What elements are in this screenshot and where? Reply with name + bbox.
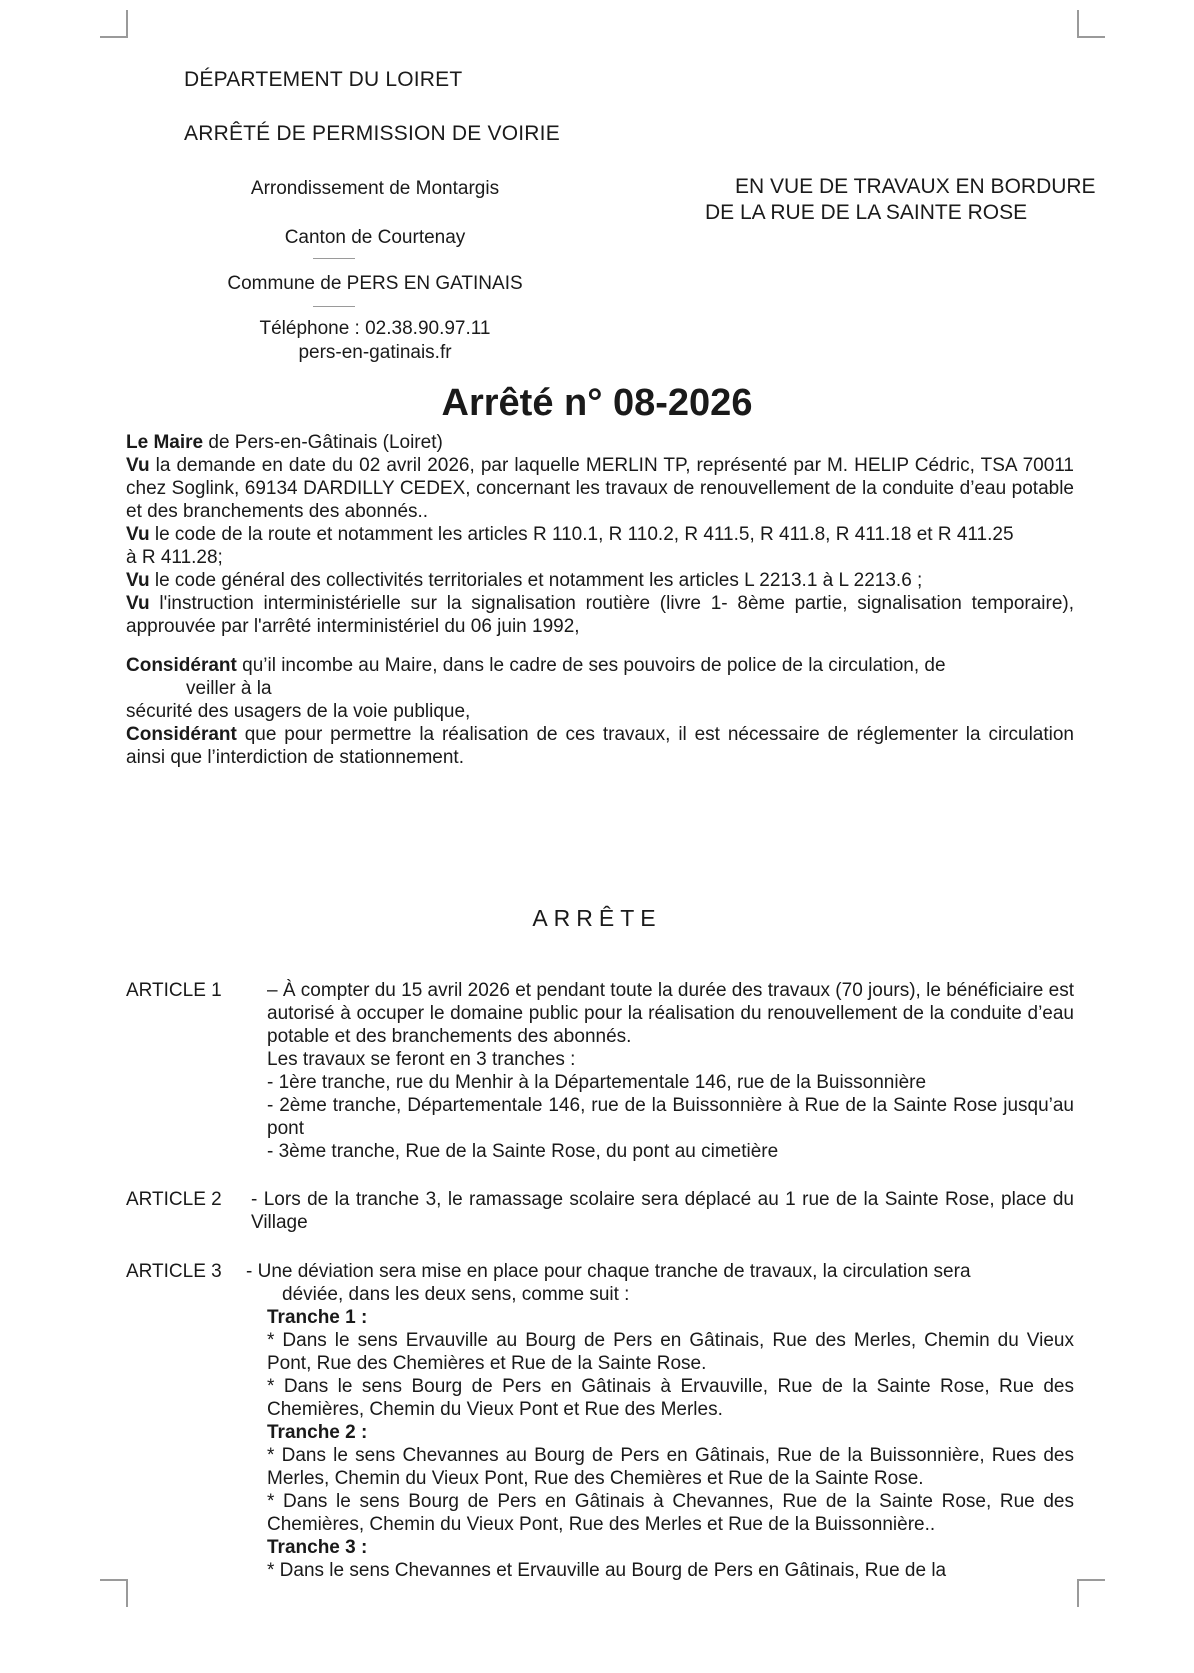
maire-line: [126, 431, 1074, 454]
separator: [313, 258, 355, 259]
article-3-lead: - Une déviation sera mise en place pour chaque tranche de travaux, la circulation sera: [246, 1261, 971, 1282]
canton: Canton de Courtenay: [284, 227, 466, 248]
article-1-intro: Les travaux se feront en 3 tranches :: [267, 1049, 576, 1070]
vu-text: le code général des collectivités territoriales et notamment les articles L 2213.1 à L 2213.6 ;: [149, 570, 923, 591]
article-2-text: - Lors de la tranche 3, le ramassage scolaire sera déplacé au 1 rue de la Sainte Rose, place du Village: [251, 1189, 1074, 1233]
article-1-tranche-1: - 1ère tranche, rue du Menhir à la Départementale 146, rue de la Buissonnière: [267, 1072, 927, 1093]
article-label: ARTICLE 1: [126, 980, 222, 1001]
article-1: [126, 979, 1074, 1163]
tranche-2-b: * Dans le sens Bourg de Pers en Gâtinais à Chevannes, Rue de la Sainte Rose, Rue des Chemières, Chemin du Vieux Pont, Rue des Merles et Rue de la Buissonnière..: [267, 1491, 1074, 1535]
considerant-2: [126, 723, 1074, 769]
department-heading: DÉPARTEMENT DU LOIRET: [184, 68, 463, 91]
vu-text: le code de la route et notamment les articles R 110.1, R 110.2, R 411.5, R 411.8, R 411.18 et R 411.25: [149, 524, 1014, 545]
maire-label: Le Maire: [126, 432, 204, 453]
vu-code-collectivites: [126, 569, 1074, 592]
vu-code-route: [126, 523, 1074, 546]
commune: Commune de PERS EN GATINAIS: [227, 273, 523, 294]
object-line-2: DE LA RUE DE LA SAINTE ROSE: [705, 201, 1028, 224]
arrete-heading: ARRÊTE: [532, 905, 662, 931]
tranche-3-a: * Dans le sens Chevannes et Ervauville au Bourg de Pers en Gâtinais, Rue de la: [267, 1560, 947, 1581]
vu-demande: [126, 454, 1074, 523]
page-title: Arrêté n° 08-2026: [441, 382, 753, 424]
article-body: [251, 1188, 1074, 1234]
crop-mark-top-left: [100, 10, 128, 38]
article-1-tranche-2: - 2ème tranche, Départementale 146, rue de la Buissonnière à Rue de la Sainte Rose jusqu’au pont: [267, 1095, 1074, 1139]
considerant-text: que pour permettre la réalisation de ces travaux, il est nécessaire de réglementer la circulation ainsi que l’interdiction de stationnement.: [126, 724, 1074, 768]
vu-label: Vu: [126, 570, 150, 591]
crop-mark-bottom-right: [1077, 1579, 1105, 1607]
article-3: [126, 1260, 1074, 1582]
crop-mark-bottom-left: [100, 1579, 128, 1607]
considerant-label: Considérant: [126, 724, 237, 745]
article-body: [246, 1260, 1074, 1283]
article-label: ARTICLE 3: [126, 1261, 222, 1282]
vu-code-route-cont: à R 411.28;: [126, 547, 223, 568]
object-block: [705, 174, 1185, 226]
article-1-lead: – À compter du 15 avril 2026 et pendant toute la durée des travaux (70 jours), le bénéficiaire est autorisé à occuper le domaine public pour la réalisation du renouvellement de la conduite d’eau potable et des branchements des abonnés.: [267, 980, 1074, 1047]
article-1-tranche-3: - 3ème tranche, Rue de la Sainte Rose, du pont au cimetière: [267, 1141, 779, 1162]
article-label: ARTICLE 2: [126, 1189, 222, 1210]
article-body-cont: [267, 1283, 1074, 1582]
tranche-1-b: * Dans le sens Bourg de Pers en Gâtinais à Ervauville, Rue de la Sainte Rose, Rue des Chemières, Chemin du Vieux Pont et Rue des Merles.: [267, 1376, 1074, 1420]
tranche-1-title: Tranche 1 :: [267, 1307, 368, 1328]
vu-instruction: [126, 592, 1074, 638]
tranche-2-a: * Dans le sens Chevannes au Bourg de Pers en Gâtinais, Rue de la Buissonnière, Rues des Merles, Chemin du Vieux Pont, Rue des Chemières et Rue de la Sainte Rose.: [267, 1445, 1074, 1489]
telephone: Téléphone : 02.38.90.97.11: [259, 318, 491, 339]
vu-label: Vu: [126, 524, 150, 545]
arrondissement: Arrondissement de Montargis: [250, 178, 500, 199]
preamble: [126, 431, 1074, 769]
article-body: [267, 979, 1074, 1163]
tranche-1-a: * Dans le sens Ervauville au Bourg de Pers en Gâtinais, Rue des Merles, Chemin du Vieux Pont, Rue des Chemières et Rue de la Sainte Rose.: [267, 1330, 1074, 1374]
object-line-1: EN VUE DE TRAVAUX EN BORDURE: [735, 175, 1096, 198]
maire-text: de Pers-en-Gâtinais (Loiret): [203, 432, 443, 453]
considerant-1: [126, 654, 1074, 677]
considerant-text: qu’il incombe au Maire, dans le cadre de ses pouvoirs de police de la circulation, de: [236, 655, 946, 676]
spacer: [126, 638, 1074, 654]
vu-label: Vu: [126, 593, 150, 614]
tranche-2-title: Tranche 2 :: [267, 1422, 368, 1443]
article-2: [126, 1188, 1074, 1234]
vu-text: la demande en date du 02 avril 2026, par laquelle MERLIN TP, représenté par M. HELIP Cédric, TSA 70011 chez Soglink, 69134 DARDILLY CEDEX, concernant les travaux de renouvellement de la conduite d’eau potable et des branchements des abonnés..: [126, 455, 1074, 522]
tranche-3-title: Tranche 3 :: [267, 1537, 368, 1558]
website: pers-en-gatinais.fr: [298, 342, 452, 363]
article-3-lead-2: déviée, dans les deux sens, comme suit :: [282, 1284, 630, 1305]
separator: [313, 306, 355, 307]
considerant-1-indent: veiller à la: [186, 678, 272, 699]
vu-text: l'instruction interministérielle sur la signalisation routière (livre 1- 8ème partie, signalisation temporaire), approuvée par l'arrêté interministériel du 06 juin 1992,: [126, 593, 1074, 637]
considerant-label: Considérant: [126, 655, 237, 676]
considerant-1-cont: sécurité des usagers de la voie publique,: [126, 701, 471, 722]
vu-label: Vu: [126, 455, 150, 476]
arrete-type-heading: ARRÊTÉ DE PERMISSION DE VOIRIE: [184, 122, 560, 145]
crop-mark-top-right: [1077, 10, 1105, 38]
